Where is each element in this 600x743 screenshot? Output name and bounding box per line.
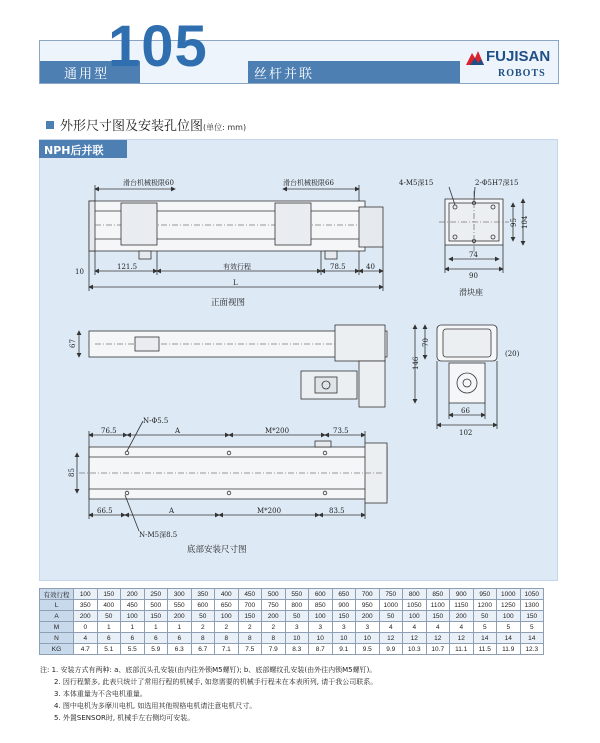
bottom-dim-76-5: 76.5 [101,427,117,435]
table-cell: 1200 [473,600,497,611]
table-cell: 0 [74,622,98,633]
table-cell: 3 [332,622,356,633]
bottom-dim-A-bottom: A [169,507,175,515]
slider-dim-74: 74 [469,251,478,259]
end-dim-70: 70 [422,338,430,347]
front-dim-L: L [233,279,238,287]
bottom-dim-85: 85 [68,468,76,477]
table-cell: 2 [262,622,286,633]
table-cell: 1050 [403,600,427,611]
table-cell: 8 [191,633,215,644]
table-cell: 9.5 [356,644,380,655]
bottom-dim-M200-top: M*200 [265,427,290,435]
table-cell: 500 [144,600,168,611]
table-cell: 550 [285,589,309,600]
table-cell: 100 [497,611,521,622]
note-line: 注: 1. 安装方式有两种: a、底部沉头孔安装(由内往外锁M5螺钉); b、底部螺纹孔安装(由外往内锁M5螺钉)。 [40,666,377,674]
table-cell: 8.7 [309,644,333,655]
table-row [40,589,544,600]
table-cell: 10 [356,633,380,644]
table-row [40,611,544,622]
table-cell: 950 [356,600,380,611]
table-cell: 9.1 [332,644,356,655]
table-cell: 2 [191,622,215,633]
table-cell: 50 [97,611,121,622]
end-dim-20: (20) [505,350,520,358]
table-cell: 7.5 [238,644,262,655]
table-cell: 6 [97,633,121,644]
table-row-header: KG [40,644,74,655]
series-right-label: 丝杆并联 [254,67,315,82]
table-cell: 50 [379,611,403,622]
table-cell: 1 [168,622,192,633]
table-cell: 900 [332,600,356,611]
table-cell: 400 [97,600,121,611]
table-cell: 2 [238,622,262,633]
table-cell: 150 [426,611,450,622]
table-cell: 1150 [450,600,474,611]
table-row-header: 有效行程 [40,589,74,600]
table-cell: 8.3 [285,644,309,655]
table-cell: 12 [450,633,474,644]
table-cell: 850 [426,589,450,600]
table-cell: 14 [497,633,521,644]
table-cell: 200 [74,611,98,622]
table-cell: 5.9 [144,644,168,655]
table-cell: 700 [356,589,380,600]
table-cell: 4 [379,622,403,633]
table-cell: 1000 [379,600,403,611]
table-cell: 6 [168,633,192,644]
table-cell: 450 [121,600,145,611]
table-cell: 1 [121,622,145,633]
table-row [40,633,544,644]
table-cell: 10 [285,633,309,644]
table-cell: 10.3 [403,644,427,655]
table-cell: 200 [121,589,145,600]
table-cell: 1050 [520,589,544,600]
table-cell: 150 [144,611,168,622]
table-cell: 12 [379,633,403,644]
table-cell: 4 [450,622,474,633]
front-limit-left: 滑台机械极限60 [123,179,174,187]
table-cell: 50 [473,611,497,622]
brand-logo [464,44,558,82]
table-cell: 4.7 [74,644,98,655]
slider-pins-label: 2-Φ5H7深15 [475,179,519,187]
slider-dim-104: 104 [521,215,529,229]
table-cell: 100 [121,611,145,622]
table-cell: 950 [473,589,497,600]
table-cell: 150 [238,611,262,622]
note-line: 4. 图中电机为多摩川电机, 如选用其他规格电机请注意电机尺寸。 [54,702,257,710]
table-cell: 800 [285,600,309,611]
table-cell: 750 [262,600,286,611]
table-cell: 300 [168,589,192,600]
note-line: 3. 本体重量为不含电机重量。 [54,690,147,698]
table-cell: 8 [262,633,286,644]
table-cell: 4 [426,622,450,633]
table-cell: 900 [450,589,474,600]
table-cell: 10.7 [426,644,450,655]
table-row [40,622,544,633]
table-cell: 11.9 [497,644,521,655]
table-cell: 200 [168,611,192,622]
table-cell: 6.7 [191,644,215,655]
table-cell: 1100 [426,600,450,611]
note-line: 2. 因行程繁多, 此表只统计了常用行程的机械手, 如您需要的机械手行程未在本表所列, 请于我公司联系。 [54,678,378,686]
bottom-dim-A-top: A [175,427,181,435]
front-dim-78-5: 78.5 [330,263,346,271]
front-dim-121-5: 121.5 [117,263,138,271]
section-unit: (单位: mm) [203,123,247,132]
table-cell: 14 [520,633,544,644]
table-cell: 1300 [520,600,544,611]
table-row-header: L [40,600,74,611]
table-cell: 150 [97,589,121,600]
technical-drawing [39,139,558,581]
section-title [46,115,246,134]
table-cell: 1 [97,622,121,633]
bottom-dim-83-5: 83.5 [329,507,345,515]
table-cell: 400 [215,589,239,600]
table-cell: 200 [450,611,474,622]
table-row [40,644,544,655]
slider-holes-label: 4-M5深15 [399,179,434,187]
brand-sub: ROBOTS [498,68,546,79]
table-cell: 350 [74,600,98,611]
table-cell: 450 [238,589,262,600]
end-dim-146: 146 [412,356,420,370]
table-cell: 5 [520,622,544,633]
table-cell: 12 [426,633,450,644]
table-cell: 600 [191,600,215,611]
variant-label: NPH后并联 [44,144,104,157]
table-cell: 50 [285,611,309,622]
table-cell: 5.1 [97,644,121,655]
table-cell: 1000 [497,589,521,600]
table-cell: 5 [497,622,521,633]
model-number: 105 [108,14,208,79]
section-title-text: 外形尺寸图及安装孔位图 [60,119,204,134]
table-cell: 200 [262,611,286,622]
table-cell: 8 [238,633,262,644]
table-cell: 3 [285,622,309,633]
section-bullet-icon [46,121,54,129]
series-right-bar [248,61,460,83]
table-cell: 12.3 [520,644,544,655]
table-cell: 10 [309,633,333,644]
table-cell: 600 [309,589,333,600]
bottom-dim-73-5: 73.5 [333,427,349,435]
table-row [40,600,544,611]
table-cell: 250 [144,589,168,600]
table-cell: 14 [473,633,497,644]
front-dim-40: 40 [366,263,375,271]
bottom-view-caption: 底部安装尺寸图 [187,545,247,555]
table-row-header: M [40,622,74,633]
table-cell: 11.1 [450,644,474,655]
table-cell: 2 [215,622,239,633]
table-cell: 6.3 [168,644,192,655]
notes [40,664,377,724]
table-cell: 50 [191,611,215,622]
brand-name: FUJISAN [486,48,551,65]
table-cell: 350 [191,589,215,600]
front-view [89,185,383,291]
table-cell: 6 [144,633,168,644]
end-dim-66: 66 [461,407,470,415]
front-limit-right: 滑台机械极限66 [283,179,334,187]
table-cell: 100 [74,589,98,600]
slider-dim-95: 95 [510,218,518,227]
table-cell: 100 [403,611,427,622]
table-cell: 6 [121,633,145,644]
bottom-dim-M200-bottom: M*200 [257,507,282,515]
table-row-header: A [40,611,74,622]
slider-view [439,187,523,273]
table-cell: 7.1 [215,644,239,655]
table-cell: 12 [403,633,427,644]
series-left-label: 通用型 [64,67,110,82]
table-row-header: N [40,633,74,644]
table-cell: 150 [520,611,544,622]
table-cell: 4 [74,633,98,644]
side-view [79,325,387,407]
fujisan-logo-icon [466,49,484,65]
table-cell: 10 [332,633,356,644]
front-dim-10: 10 [75,268,84,276]
table-cell: 200 [356,611,380,622]
spec-table [39,588,544,655]
table-cell: 9.9 [379,644,403,655]
bottom-n-threads-label: N-M5深8.5 [139,531,178,539]
table-cell: 150 [332,611,356,622]
table-cell: 4 [403,622,427,633]
table-cell: 1 [144,622,168,633]
note-line: 5. 外置SENSOR时, 机械手左右侧均可安装。 [54,714,195,722]
front-view-caption: 正面视图 [211,298,246,308]
bottom-n-holes-label: N-Φ5.5 [143,417,169,425]
table-cell: 8 [215,633,239,644]
bottom-dim-66-5: 66.5 [97,507,113,515]
table-cell: 5 [473,622,497,633]
table-cell: 3 [356,622,380,633]
table-cell: 750 [379,589,403,600]
table-cell: 500 [262,589,286,600]
table-cell: 550 [168,600,192,611]
table-cell: 650 [215,600,239,611]
table-cell: 11.5 [473,644,497,655]
table-cell: 7.9 [262,644,286,655]
end-dim-102: 102 [459,429,473,437]
slider-caption: 滑块座 [459,288,483,297]
table-cell: 100 [215,611,239,622]
front-dim-effective: 有效行程 [223,263,251,271]
table-cell: 1250 [497,600,521,611]
table-cell: 5.5 [121,644,145,655]
table-cell: 800 [403,589,427,600]
table-cell: 3 [309,622,333,633]
table-cell: 650 [332,589,356,600]
side-dim-67: 67 [69,339,77,348]
table-cell: 700 [238,600,262,611]
table-cell: 850 [309,600,333,611]
slider-dim-90: 90 [469,272,478,280]
table-cell: 100 [309,611,333,622]
